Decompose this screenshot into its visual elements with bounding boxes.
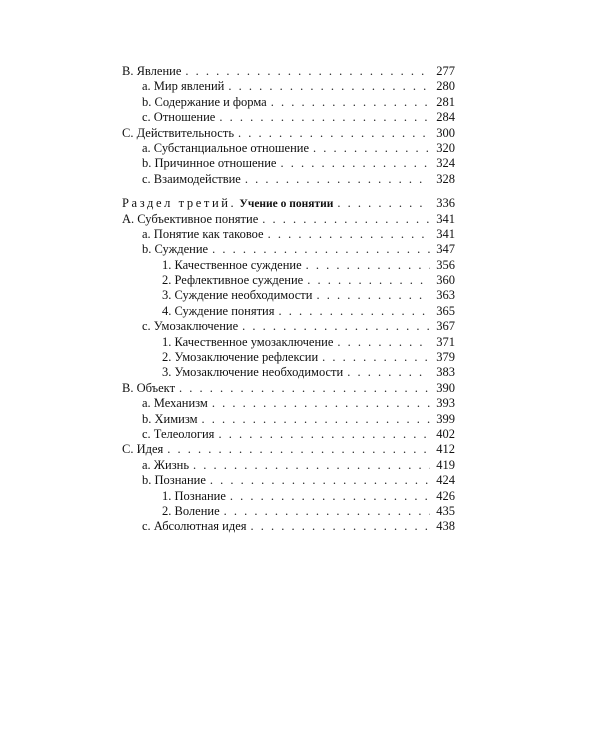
toc-entry-absolyutnaya-ideya[interactable] [122, 519, 455, 534]
dot-leader [238, 126, 430, 141]
toc-entry-substantsialnoe-otnoshenie[interactable] [122, 141, 455, 156]
toc-entry-page: 393 [436, 396, 455, 411]
toc-entry-deystvitelnost[interactable] [122, 126, 455, 141]
toc-entry-page: 402 [436, 426, 455, 441]
toc-entry-teleologiya[interactable] [122, 427, 455, 442]
toc-entry-label: b. Суждение [142, 242, 209, 257]
table-of-contents [122, 64, 455, 535]
dot-leader [219, 110, 430, 125]
toc-entry-reflektivnoe-suzhdenie[interactable] [122, 273, 455, 288]
dot-leader [307, 273, 430, 288]
toc-entry-page: 365 [436, 303, 455, 318]
toc-entry-obekt[interactable] [122, 381, 455, 396]
toc-entry-label: 1. Качественное умозаключение [162, 334, 334, 349]
toc-entry-page: 419 [436, 457, 455, 472]
dot-leader [347, 365, 430, 380]
toc-entry-label: c. Отношение [142, 110, 216, 125]
dot-leader [279, 304, 431, 319]
toc-entry-page: 383 [436, 365, 455, 380]
toc-entry-label: a. Механизм [142, 396, 208, 411]
toc-entry-label: 1. Качественное суждение [162, 257, 302, 272]
toc-entry-kachestvennoe-umozaklyuchenie[interactable] [122, 335, 455, 350]
dot-leader [212, 396, 430, 411]
toc-entry-suzhdenie[interactable] [122, 242, 455, 257]
toc-entry-label: C. Идея [122, 442, 164, 457]
toc-entry-label: c. Телеология [142, 426, 215, 441]
dot-leader [316, 288, 430, 303]
dot-leader [262, 212, 430, 227]
toc-entry-label: 3. Умозаключение необходимости [162, 365, 344, 380]
dot-leader [202, 412, 431, 427]
toc-entry-label: 1. Познание [162, 488, 226, 503]
dot-leader [322, 350, 430, 365]
toc-entry-yavlenie[interactable] [122, 64, 455, 79]
toc-entry-label: 2. Рефлективное суждение [162, 273, 304, 288]
toc-entry-page: 341 [436, 211, 455, 226]
toc-entry-page: 328 [436, 171, 455, 186]
toc-entry-page: 336 [436, 196, 455, 211]
toc-entry-vzaimodeystvie[interactable] [122, 172, 455, 187]
toc-entry-soderzhanie-i-forma[interactable] [122, 95, 455, 110]
toc-entry-page: 280 [436, 79, 455, 94]
toc-entry-subektivnoe-ponyatie[interactable] [122, 212, 455, 227]
toc-entry-label: a. Субстанциальное отношение [142, 140, 309, 155]
toc-entry-suzhdenie-ponyatiya[interactable] [122, 304, 455, 319]
toc-entry-label: 4. Суждение понятия [162, 303, 275, 318]
toc-entry-page: 281 [436, 94, 455, 109]
toc-entry-label: a. Жизнь [142, 457, 190, 472]
dot-leader [228, 79, 430, 94]
toc-entry-page: 426 [436, 488, 455, 503]
toc-entry-page: 360 [436, 273, 455, 288]
toc-entry-page: 284 [436, 110, 455, 125]
toc-entry-poznanie[interactable] [122, 473, 455, 488]
dot-leader [245, 172, 430, 187]
dot-leader [193, 458, 430, 473]
toc-entry-label: b. Химизм [142, 411, 198, 426]
toc-entry-label: B. Явление [122, 64, 182, 78]
dot-leader [210, 473, 430, 488]
toc-entry-otnoshenie[interactable] [122, 110, 455, 125]
toc-entry-zhizn[interactable] [122, 458, 455, 473]
toc-entry-page: 367 [436, 319, 455, 334]
toc-entry-ponyatie-kak-takovoe[interactable] [122, 227, 455, 242]
toc-entry-label: c. Абсолютная идея [142, 519, 247, 534]
dot-leader [224, 504, 430, 519]
dot-leader [230, 489, 430, 504]
section-title: Учение о понятии [239, 198, 334, 211]
toc-entry-page: 399 [436, 411, 455, 426]
toc-entry-prichinnoe-otnoshenie[interactable] [122, 156, 455, 171]
section-prefix: Раздел третий. [122, 196, 237, 211]
toc-entry-label: 3. Суждение необходимости [162, 288, 313, 303]
toc-entry-page: 356 [436, 257, 455, 272]
toc-entry-poznanie-sub[interactable] [122, 489, 455, 504]
dot-leader [218, 427, 430, 442]
toc-section-heading [122, 196, 333, 212]
toc-entry-page: 424 [436, 473, 455, 488]
dot-leader [313, 141, 430, 156]
toc-entry-page: 435 [436, 503, 455, 518]
toc-entry-label: c. Умозаключение [142, 319, 239, 334]
dot-leader [179, 381, 430, 396]
toc-entry-label: a. Мир явлений [142, 79, 225, 94]
dot-leader [242, 319, 430, 334]
toc-entry-label: b. Познание [142, 473, 206, 488]
toc-entry-page: 363 [436, 288, 455, 303]
toc-entry-label: b. Содержание и форма [142, 94, 267, 109]
toc-section-uchenie-o-ponyatii[interactable] [122, 196, 455, 211]
dot-leader [337, 335, 430, 350]
toc-entry-label: a. Понятие как таковое [142, 226, 264, 241]
toc-entry-label: 2. Воление [162, 503, 220, 518]
toc-entry-label: 2. Умозаключение рефлексии [162, 350, 319, 365]
toc-entry-page: 412 [436, 442, 455, 457]
toc-entry-page: 300 [436, 125, 455, 140]
toc-entry-page: 390 [436, 380, 455, 395]
toc-entry-umozaklyuchenie-refleksii[interactable] [122, 350, 455, 365]
toc-entry-umozaklyuchenie-neobkhodimosti[interactable] [122, 365, 455, 380]
toc-entry-page: 371 [436, 334, 455, 349]
toc-entry-page: 341 [436, 226, 455, 241]
dot-leader [212, 242, 430, 257]
toc-entry-label: A. Субъективное понятие [122, 211, 259, 226]
toc-entry-page: 379 [436, 350, 455, 365]
toc-entry-mekhanizm[interactable] [122, 396, 455, 411]
toc-entry-label: C. Действительность [122, 125, 235, 140]
toc-entry-khimizm[interactable] [122, 412, 455, 427]
toc-entry-umozaklyuchenie[interactable] [122, 319, 455, 334]
toc-entry-kachestvennoe-suzhdenie[interactable] [122, 258, 455, 273]
dot-leader [185, 64, 430, 79]
toc-entry-ideya[interactable] [122, 442, 455, 457]
toc-entry-page: 324 [436, 156, 455, 171]
dot-leader [251, 519, 430, 534]
toc-entry-page: 277 [436, 64, 455, 78]
toc-entry-volenie[interactable] [122, 504, 455, 519]
dot-leader [337, 196, 430, 211]
toc-entry-mir-yavleniy[interactable] [122, 79, 455, 94]
toc-entry-page: 347 [436, 242, 455, 257]
dot-leader [281, 156, 431, 171]
toc-entry-page: 320 [436, 140, 455, 155]
dot-leader [271, 95, 430, 110]
toc-entry-label: c. Взаимодействие [142, 171, 241, 186]
dot-leader [268, 227, 430, 242]
toc-entry-page: 438 [436, 519, 455, 534]
toc-entry-suzhdenie-neobkhodimosti[interactable] [122, 288, 455, 303]
dot-leader [306, 258, 430, 273]
toc-entry-label: b. Причинное отношение [142, 156, 277, 171]
dot-leader [167, 442, 430, 457]
toc-entry-label: B. Объект [122, 380, 176, 395]
